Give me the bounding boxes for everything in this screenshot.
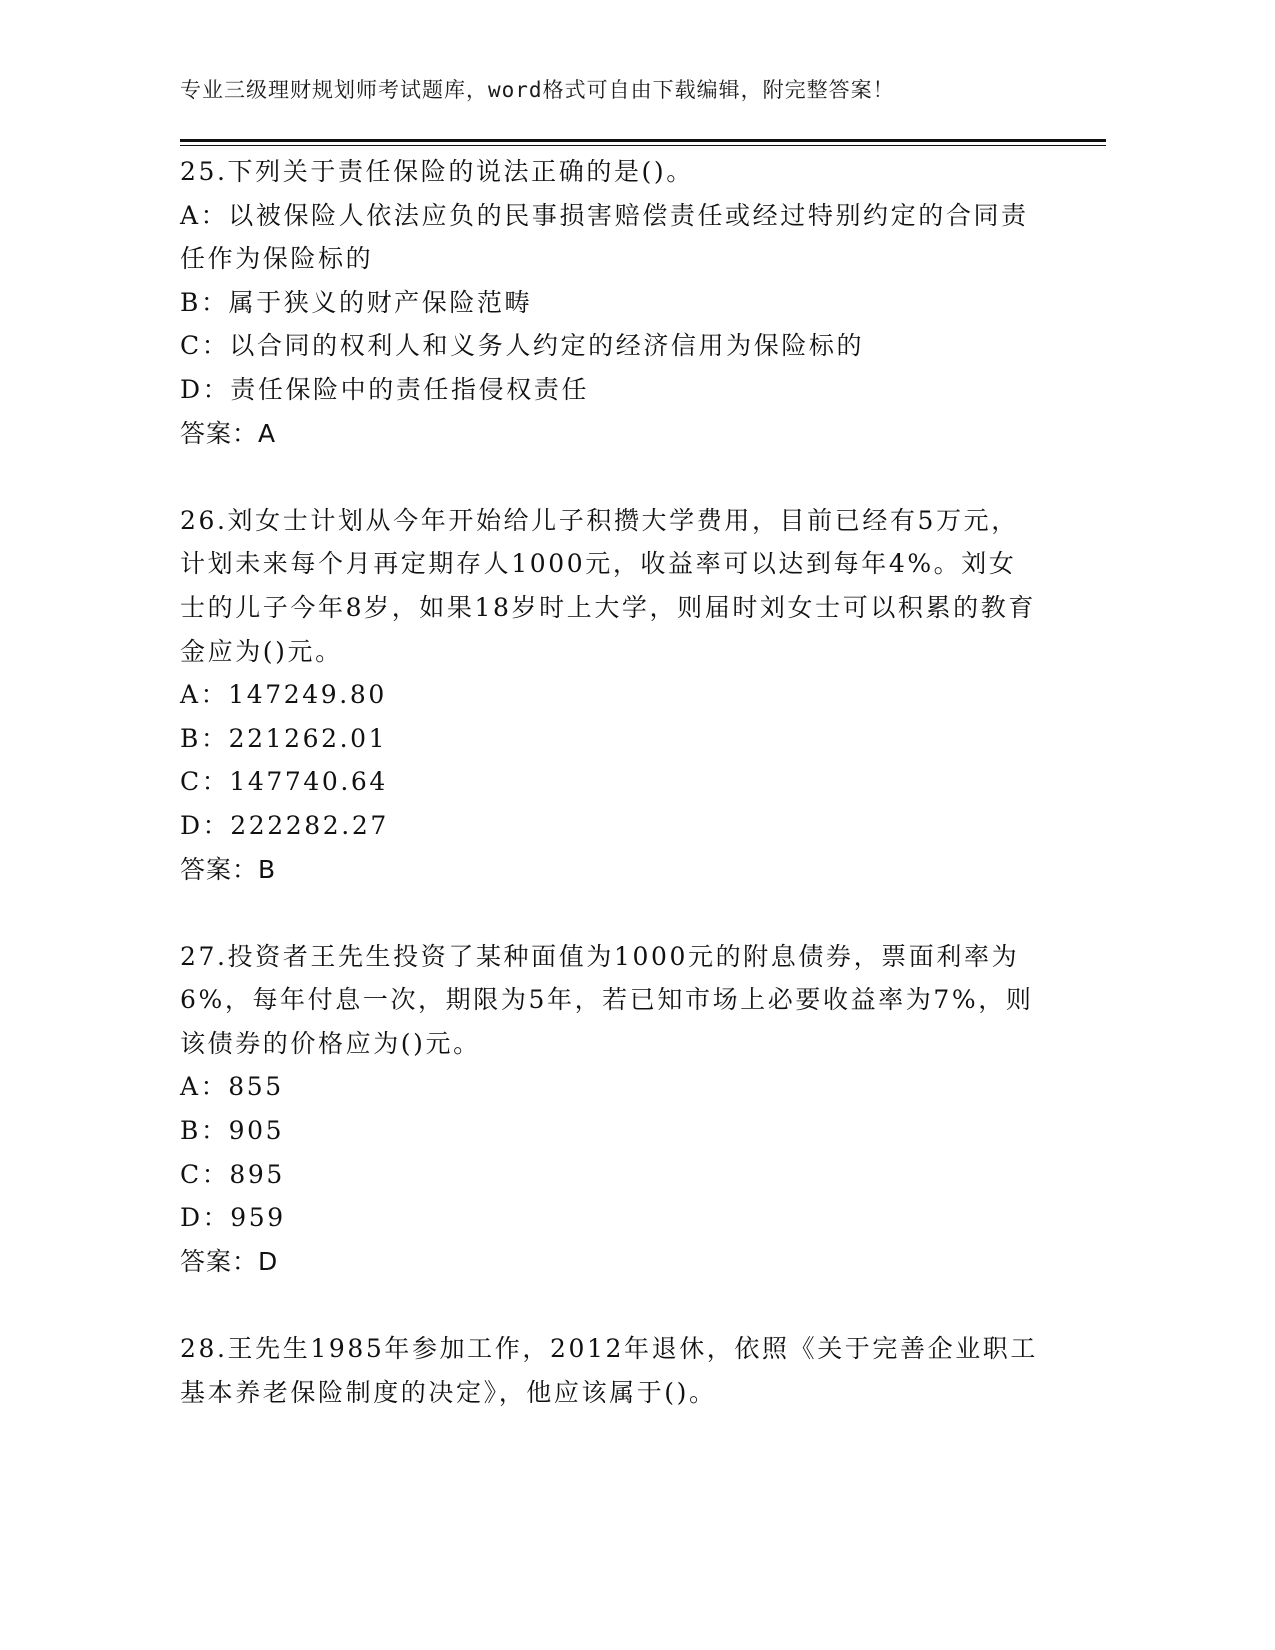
question-list [180,150,1040,1414]
question-27 [180,935,1040,1284]
option-b: B：905 [180,1116,285,1146]
option-a: A：以被保险人依法应负的民事损害赔偿责任或经过特别约定的合同责任作为保险标的 [180,200,1029,274]
option-d: D：959 [180,1203,286,1233]
page-header: 专业三级理财规划师考试题库，word格式可自由下载编辑，附完整答案！ [180,78,895,102]
question-26 [180,499,1040,891]
header-rule-thin [180,145,1106,146]
option-a: A：855 [180,1072,284,1102]
answer-line: 答案：D [180,1246,279,1276]
option-a: A：147249.80 [180,680,387,710]
option-b: B：221262.01 [180,723,388,753]
option-d: D：222282.27 [180,810,389,840]
question-text: 27.投资者王先生投资了某种面值为1000元的附息债券，票面利率为6%，每年付息一次，期限为5年，若已知市场上必要收益率为7%，则该债券的价格应为()元。 [180,941,1034,1058]
option-c: C：895 [180,1159,285,1189]
question-spacer [180,891,1040,935]
question-text: 25.下列关于责任保险的说法正确的是()。 [180,157,694,186]
option-c: C：以合同的权利人和义务人约定的经济信用为保险标的 [180,331,865,361]
option-b: B：属于狭义的财产保险范畴 [180,287,533,317]
question-spacer [180,1283,1040,1327]
answer-line: 答案：A [180,418,277,448]
question-spacer [180,455,1040,499]
header-rule-thick [180,139,1106,142]
question-text: 26.刘女士计划从今年开始给儿子积攒大学费用，目前已经有5万元，计划未来每个月再定期存人1000元，收益率可以达到每年4%。刘女士的儿子今年8岁，如果18岁时上大学，则届时刘女士可以积累的教育金应为()元。 [180,505,1036,666]
option-c: C：147740.64 [180,767,388,797]
question-25 [180,150,1040,455]
option-d: D：责任保险中的责任指侵权责任 [180,374,590,404]
question-28 [180,1327,1040,1414]
question-text: 28.王先生1985年参加工作，2012年退休，依照《关于完善企业职工基本养老保险制度的决定》，他应该属于()。 [180,1334,1039,1407]
answer-line: 答案：B [180,854,277,884]
